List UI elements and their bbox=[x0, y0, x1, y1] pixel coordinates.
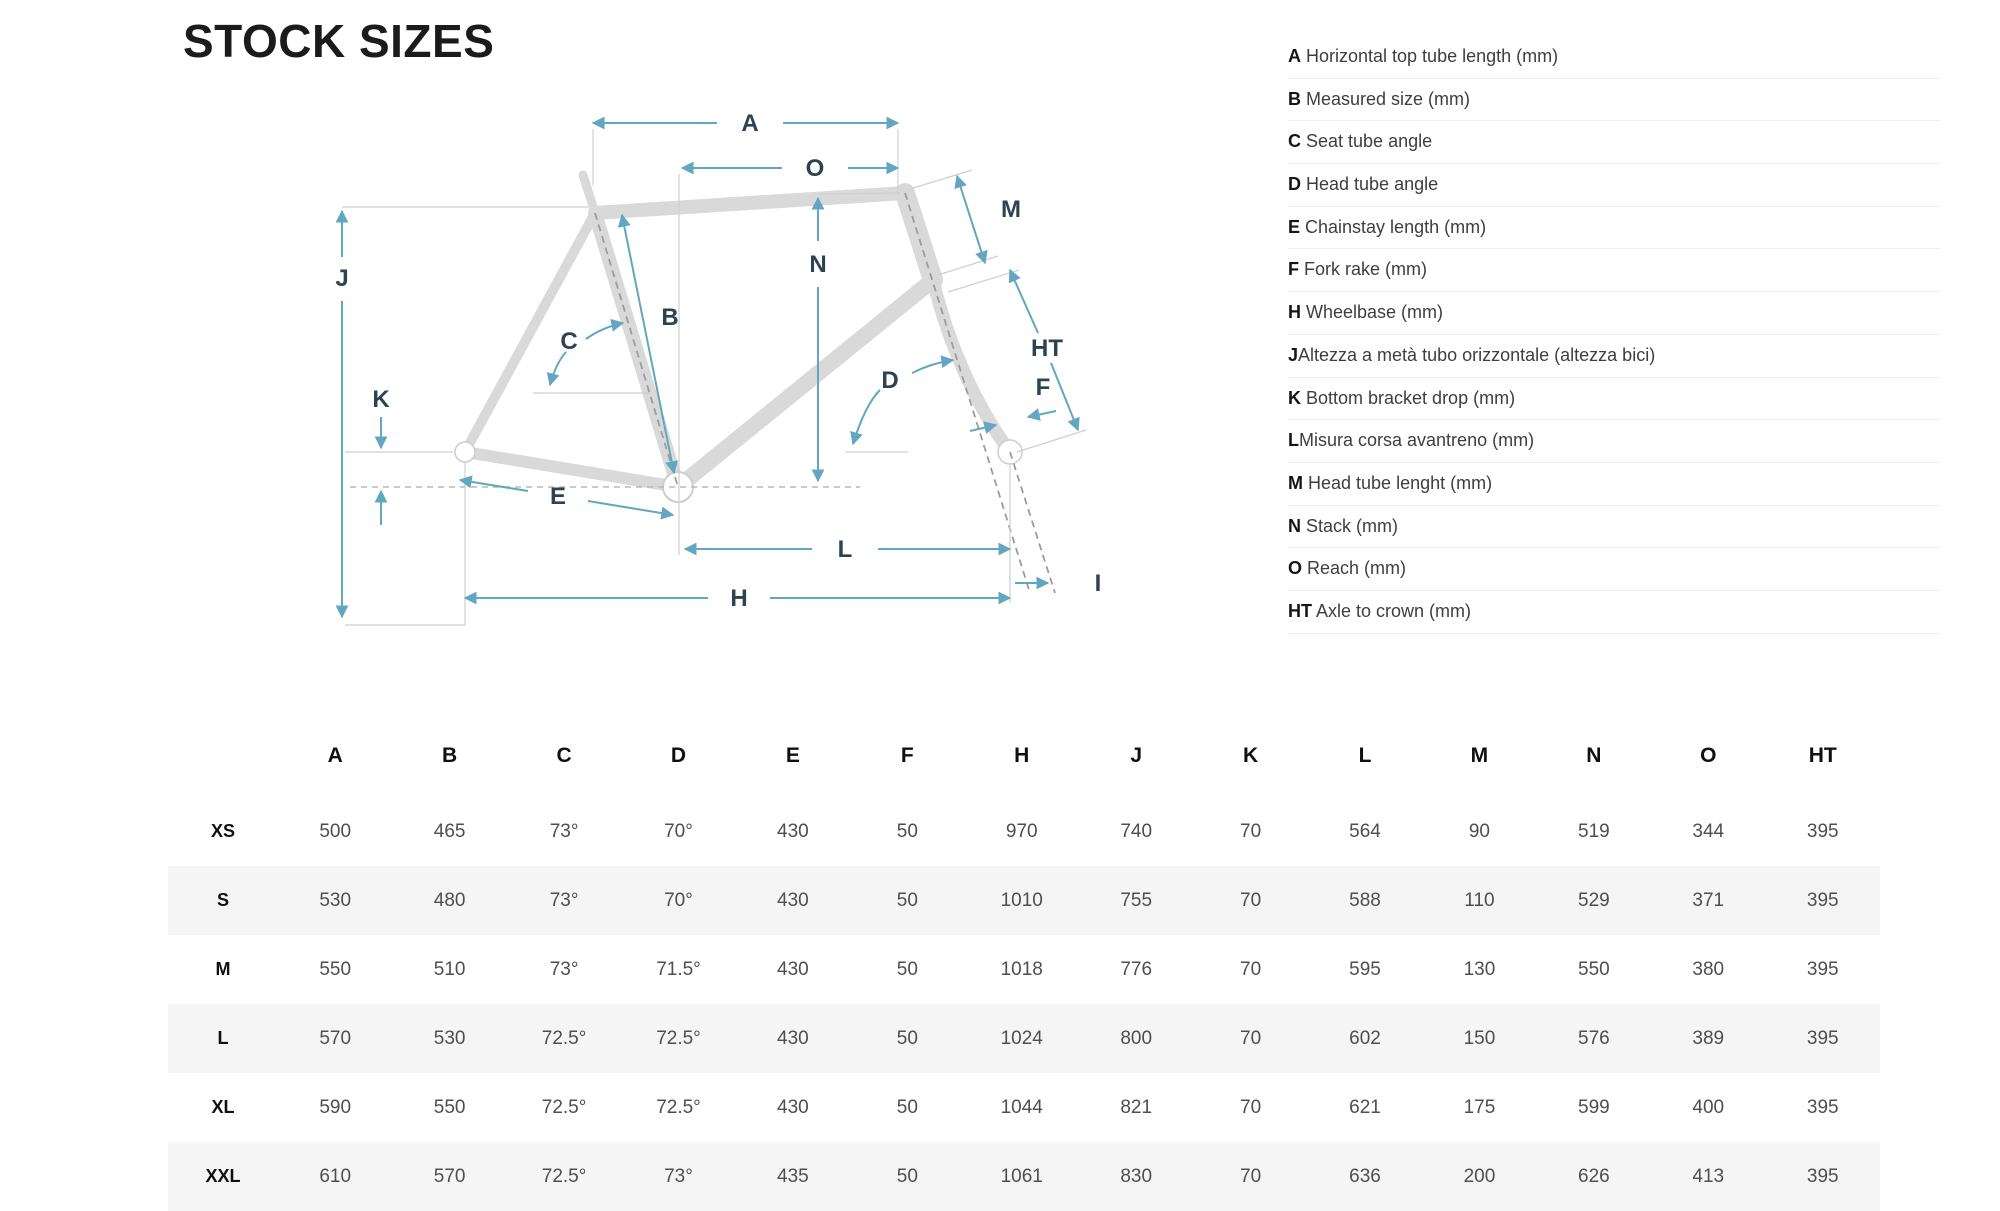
legend-item bbox=[1288, 378, 1940, 421]
size-value-cell: 610 bbox=[319, 1165, 352, 1187]
legend-item-label: Reach (mm) bbox=[1302, 558, 1407, 579]
size-value-cell: 430 bbox=[777, 1096, 809, 1118]
size-table-head bbox=[168, 715, 1880, 797]
size-value-cell: 395 bbox=[1806, 1165, 1839, 1187]
size-value-cell: 599 bbox=[1578, 1096, 1610, 1118]
dimension-labels bbox=[335, 110, 1101, 612]
column-header-l: L bbox=[1358, 744, 1372, 767]
dim-c-arc-upper bbox=[586, 323, 623, 339]
size-value-cell: 570 bbox=[433, 1165, 466, 1187]
size-value-cell: 636 bbox=[1349, 1165, 1381, 1187]
size-value-cell: 621 bbox=[1349, 1096, 1381, 1118]
row-size-label: L bbox=[217, 1028, 229, 1048]
legend-item-label: Misura corsa avantreno (mm) bbox=[1299, 430, 1535, 451]
column-header-c: C bbox=[556, 744, 572, 767]
size-value-cell: 626 bbox=[1578, 1165, 1610, 1187]
size-value-cell: 519 bbox=[1578, 820, 1610, 842]
dim-ht-upper bbox=[1010, 270, 1038, 333]
legend-list bbox=[1288, 36, 1940, 634]
size-value-cell: 602 bbox=[1349, 1027, 1381, 1049]
size-value-cell: 395 bbox=[1806, 889, 1839, 911]
legend-item-key: K bbox=[1288, 387, 1301, 408]
legend-item bbox=[1288, 207, 1940, 250]
size-value-cell: 72.5° bbox=[541, 1165, 587, 1187]
legend-item-label: Axle to crown (mm) bbox=[1312, 600, 1472, 621]
size-value-cell: 1010 bbox=[1000, 889, 1043, 911]
size-value-cell: 72.5° bbox=[541, 1027, 587, 1049]
size-value-cell: 70 bbox=[1240, 820, 1262, 842]
dim-label-a: A bbox=[741, 110, 759, 137]
dim-label-o: O bbox=[805, 155, 825, 182]
size-value-cell: 430 bbox=[777, 958, 809, 980]
dim-d-arc-lower bbox=[853, 390, 880, 444]
size-value-cell: 800 bbox=[1120, 1027, 1153, 1049]
column-header-h: H bbox=[1014, 744, 1030, 767]
column-header-m: M bbox=[1470, 744, 1489, 767]
size-value-cell: 73° bbox=[549, 820, 579, 842]
size-value-cell: 344 bbox=[1692, 820, 1725, 842]
row-size-label: XS bbox=[210, 821, 235, 841]
size-value-cell: 400 bbox=[1692, 1096, 1725, 1118]
size-value-cell: 755 bbox=[1120, 889, 1153, 911]
size-value-cell: 465 bbox=[433, 820, 466, 842]
size-value-cell: 395 bbox=[1806, 820, 1839, 842]
legend-item-label: Fork rake (mm) bbox=[1299, 259, 1427, 280]
size-value-cell: 380 bbox=[1692, 958, 1725, 980]
size-value-cell: 480 bbox=[433, 889, 466, 911]
size-value-cell: 50 bbox=[896, 820, 918, 842]
table-row bbox=[168, 866, 1880, 935]
row-size-label: M bbox=[215, 959, 231, 979]
legend-item-label: Wheelbase (mm) bbox=[1301, 302, 1444, 323]
legend-item-label: Measured size (mm) bbox=[1301, 88, 1471, 109]
connector-ht-bottom bbox=[1017, 430, 1086, 452]
steering-axis-dashed bbox=[905, 193, 1030, 593]
size-value-cell: 50 bbox=[896, 1096, 918, 1118]
size-value-cell: 395 bbox=[1806, 958, 1839, 980]
size-value-cell: 430 bbox=[777, 1027, 809, 1049]
legend-item bbox=[1288, 79, 1940, 122]
size-table-body bbox=[168, 797, 1880, 1211]
legend-item-key: H bbox=[1288, 302, 1301, 323]
size-value-cell: 564 bbox=[1349, 820, 1381, 842]
size-value-cell: 1018 bbox=[1000, 958, 1043, 980]
size-value-cell: 529 bbox=[1578, 889, 1610, 911]
table-row bbox=[168, 797, 1880, 866]
legend-item bbox=[1288, 121, 1940, 164]
legend-item bbox=[1288, 548, 1940, 591]
fork-blade bbox=[933, 280, 1010, 452]
legend-item-key: N bbox=[1288, 515, 1301, 536]
size-table-wrap bbox=[168, 715, 1880, 1211]
size-value-cell: 830 bbox=[1120, 1165, 1153, 1187]
legend-item-label: Altezza a metà tubo orizzontale (altezza bici) bbox=[1298, 344, 1656, 365]
size-value-cell: 70° bbox=[664, 889, 693, 911]
column-header-ht: HT bbox=[1808, 744, 1837, 767]
legend-item-key: B bbox=[1288, 88, 1301, 109]
dim-label-d: D bbox=[881, 367, 899, 394]
size-value-cell: 70° bbox=[664, 820, 693, 842]
table-row bbox=[168, 1142, 1880, 1211]
rear-dropout-hub bbox=[455, 442, 475, 462]
legend-item-label: Head tube lenght (mm) bbox=[1303, 472, 1493, 493]
size-value-cell: 530 bbox=[433, 1027, 466, 1049]
size-value-cell: 71.5° bbox=[656, 958, 701, 980]
legend-item-key: A bbox=[1288, 46, 1301, 66]
table-row bbox=[168, 1004, 1880, 1073]
size-value-cell: 371 bbox=[1692, 889, 1725, 911]
dim-c-arc-lower bbox=[550, 352, 566, 385]
size-value-cell: 550 bbox=[433, 1096, 466, 1118]
size-value-cell: 1044 bbox=[1000, 1096, 1043, 1118]
row-size-label: S bbox=[216, 890, 229, 910]
frame-tubes bbox=[455, 175, 1022, 502]
size-value-cell: 576 bbox=[1578, 1027, 1610, 1049]
legend-item bbox=[1288, 335, 1940, 378]
size-value-cell: 776 bbox=[1120, 958, 1153, 980]
size-value-cell: 72.5° bbox=[656, 1096, 701, 1118]
legend-item bbox=[1288, 36, 1940, 79]
legend-item bbox=[1288, 164, 1940, 207]
legend-item bbox=[1288, 292, 1940, 335]
legend-item-key: F bbox=[1288, 259, 1299, 280]
size-value-cell: 970 bbox=[1005, 820, 1038, 842]
legend-item-key: HT bbox=[1288, 600, 1312, 621]
column-header-f: F bbox=[900, 744, 914, 767]
size-value-cell: 550 bbox=[1578, 958, 1610, 980]
size-table bbox=[168, 715, 1880, 1211]
legend-item-key: L bbox=[1288, 430, 1299, 451]
dim-label-m: M bbox=[1001, 196, 1021, 223]
size-value-cell: 73° bbox=[549, 958, 579, 980]
dim-d-arc-upper bbox=[912, 360, 953, 373]
size-value-cell: 50 bbox=[896, 1165, 918, 1187]
column-header-k: K bbox=[1243, 744, 1259, 767]
size-value-cell: 740 bbox=[1120, 820, 1153, 842]
connector-ht-top bbox=[948, 270, 1019, 292]
dim-label-b: B bbox=[661, 304, 679, 331]
legend-item-label: Head tube angle bbox=[1301, 174, 1439, 195]
size-value-cell: 821 bbox=[1120, 1096, 1153, 1118]
column-header-n: N bbox=[1586, 744, 1602, 767]
size-value-cell: 1024 bbox=[1000, 1027, 1043, 1049]
legend-item-key: D bbox=[1288, 174, 1301, 195]
column-header-a: A bbox=[327, 744, 343, 767]
top-tube bbox=[595, 193, 905, 213]
size-value-cell: 72.5° bbox=[541, 1096, 587, 1118]
size-value-cell: 530 bbox=[319, 889, 352, 911]
size-value-cell: 70 bbox=[1240, 1096, 1262, 1118]
dim-label-i: I bbox=[1094, 570, 1102, 597]
size-value-cell: 413 bbox=[1692, 1165, 1725, 1187]
table-row bbox=[168, 1073, 1880, 1142]
size-value-cell: 50 bbox=[896, 1027, 918, 1049]
size-value-cell: 50 bbox=[896, 958, 918, 980]
column-header-e: E bbox=[785, 744, 800, 767]
connector-m-top bbox=[910, 170, 972, 189]
size-value-cell: 150 bbox=[1463, 1027, 1496, 1049]
size-value-cell: 389 bbox=[1692, 1027, 1725, 1049]
chain-stay-tube bbox=[465, 452, 678, 487]
size-value-cell: 130 bbox=[1463, 958, 1496, 980]
size-value-cell: 200 bbox=[1463, 1165, 1496, 1187]
dim-label-ht: HT bbox=[1031, 335, 1063, 362]
legend-item-label: Chainstay length (mm) bbox=[1300, 216, 1487, 237]
legend-item-label: Stack (mm) bbox=[1301, 515, 1398, 536]
legend-item-label: Seat tube angle bbox=[1301, 131, 1433, 152]
dim-ht-lower bbox=[1051, 363, 1078, 430]
legend-item bbox=[1288, 249, 1940, 292]
dim-m-line bbox=[957, 176, 985, 263]
size-value-cell: 395 bbox=[1806, 1027, 1839, 1049]
size-value-cell: 430 bbox=[777, 889, 809, 911]
dim-label-k: K bbox=[372, 386, 390, 413]
bottom-bracket-hub bbox=[663, 472, 693, 502]
legend-item bbox=[1288, 420, 1940, 463]
dim-label-f: F bbox=[1035, 374, 1051, 401]
legend-item-key: O bbox=[1288, 558, 1303, 579]
dim-label-h: H bbox=[730, 585, 748, 612]
size-value-cell: 590 bbox=[319, 1096, 352, 1118]
page-title: STOCK SIZES bbox=[183, 15, 495, 67]
table-corner-cell bbox=[168, 715, 278, 797]
size-value-cell: 70 bbox=[1240, 889, 1262, 911]
dim-label-j: J bbox=[335, 265, 349, 292]
size-value-cell: 395 bbox=[1806, 1096, 1839, 1118]
size-value-cell: 550 bbox=[319, 958, 352, 980]
dim-f-right-arrow bbox=[1028, 411, 1056, 417]
legend-item-label: Horizontal top tube length (mm) bbox=[1301, 46, 1559, 66]
size-value-cell: 430 bbox=[777, 820, 809, 842]
axle-parallel-dashed bbox=[1010, 452, 1055, 593]
dim-label-n: N bbox=[809, 251, 827, 278]
size-value-cell: 72.5° bbox=[656, 1027, 701, 1049]
dim-e-right bbox=[588, 501, 673, 515]
dim-e-left bbox=[460, 480, 528, 491]
column-header-d: D bbox=[670, 744, 687, 767]
size-value-cell: 73° bbox=[664, 1165, 693, 1187]
table-row bbox=[168, 935, 1880, 1004]
dim-label-e: E bbox=[549, 483, 567, 510]
legend-item-key: J bbox=[1288, 344, 1299, 365]
column-header-o: O bbox=[1700, 744, 1717, 767]
size-value-cell: 90 bbox=[1468, 820, 1490, 842]
size-value-cell: 500 bbox=[319, 820, 352, 842]
size-value-cell: 175 bbox=[1463, 1096, 1496, 1118]
dim-label-c: C bbox=[560, 328, 578, 355]
size-value-cell: 73° bbox=[549, 889, 579, 911]
table-header-row bbox=[168, 715, 1880, 797]
legend-item-key: C bbox=[1288, 131, 1301, 152]
column-header-j: J bbox=[1130, 744, 1142, 767]
legend-item bbox=[1288, 506, 1940, 549]
legend-item bbox=[1288, 591, 1940, 634]
legend-item bbox=[1288, 463, 1940, 506]
legend-item-label: Bottom bracket drop (mm) bbox=[1301, 387, 1516, 408]
legend-item-key: E bbox=[1288, 216, 1301, 237]
column-header-b: B bbox=[442, 744, 458, 767]
legend-item-key: M bbox=[1288, 472, 1303, 493]
row-size-label: XXL bbox=[205, 1166, 241, 1186]
size-value-cell: 595 bbox=[1349, 958, 1381, 980]
size-value-cell: 588 bbox=[1349, 889, 1381, 911]
size-value-cell: 70 bbox=[1240, 1027, 1262, 1049]
size-value-cell: 50 bbox=[896, 889, 918, 911]
construction-axes bbox=[350, 193, 1055, 593]
size-value-cell: 70 bbox=[1240, 1165, 1262, 1187]
row-size-label: XL bbox=[211, 1097, 235, 1117]
size-value-cell: 1061 bbox=[1000, 1165, 1043, 1187]
size-value-cell: 110 bbox=[1464, 889, 1495, 911]
size-value-cell: 435 bbox=[777, 1165, 809, 1187]
size-value-cell: 70 bbox=[1240, 958, 1262, 980]
size-value-cell: 510 bbox=[433, 958, 466, 980]
dim-label-l: L bbox=[837, 536, 853, 563]
size-value-cell: 570 bbox=[319, 1027, 352, 1049]
connector-m-bottom bbox=[938, 256, 998, 275]
bike-geometry-diagram bbox=[320, 95, 1120, 640]
